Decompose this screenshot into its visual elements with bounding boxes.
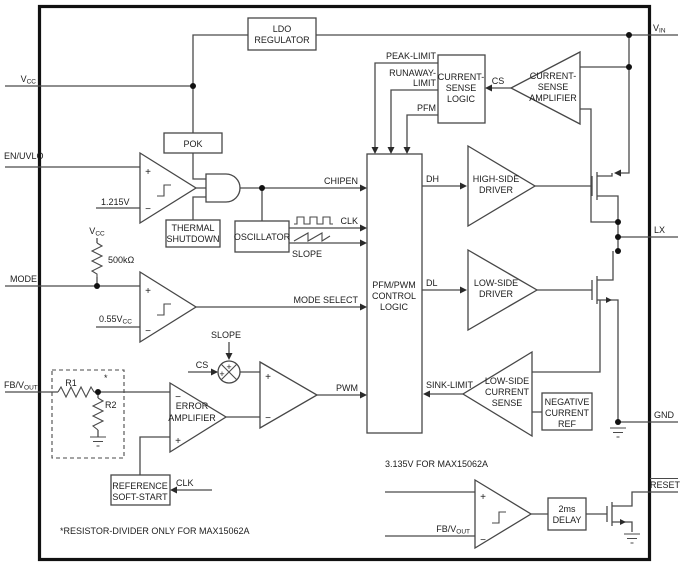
pin-label-lx: LX [654,225,666,235]
wire-vcc [5,35,248,133]
reference-soft-start-label: SOFT-START [112,492,168,502]
waveforms [294,217,333,241]
resistor-500k [92,243,102,277]
asterisk-mark: * [104,373,108,383]
plus-mark: + [219,369,225,379]
thermal-shutdown-label: THERMAL [171,223,215,233]
minus-mark: − [480,535,486,546]
wire-hs-fet-leads [597,173,618,251]
signal-cs-summer: CS [195,360,209,370]
error-amplifier-label: ERROR [175,401,209,411]
control-logic-label: CONTROL [371,291,417,301]
signal-cs: CS [491,76,505,86]
oscillator-label: OSCILLATOR [233,232,291,242]
delay-2ms-block [548,498,586,530]
value-mode-pullup: 500kΩ [108,255,135,265]
value-mode-threshold: 0.55VCC [99,314,132,326]
cs-amp-label: CURRENT- [529,71,577,81]
cs-logic-label: LOGIC [446,94,476,104]
wire-csamp-in-bot [580,109,618,222]
signal-chipen: CHIPEN [323,176,358,186]
cs-logic-label: SENSE [445,83,477,93]
pin-label-gnd: GND [654,410,674,420]
plus-mark: + [145,167,151,178]
ldo-label: REGULATOR [254,35,310,45]
plus-mark: + [265,372,271,383]
value-r1: R1 [65,378,77,388]
pin-label-mode: MODE [10,274,37,284]
high-side-driver-label: DRIVER [478,185,514,195]
signal-dh: DH [426,174,439,184]
ls-current-sense-label: SENSE [491,398,523,408]
value-en-threshold: 1.215V [101,197,130,207]
minus-mark: − [175,392,181,403]
ldo-regulator-block [248,18,316,50]
signal-pfm: PFM [417,103,436,113]
wire-reset-fet [612,492,678,532]
pin-label-vcc: VCC [20,74,36,86]
high-side-driver-label: HIGH-SIDE [472,174,520,184]
plus-mark: + [480,492,486,503]
sawtooth-waveform-icon [294,233,330,241]
pin-label-en-uvlo: EN/UVLO [4,151,44,161]
cs-amp-label: AMPLIFIER [529,93,577,103]
low-side-driver-label: DRIVER [478,289,514,299]
signal-pwm: PWM [336,383,358,393]
negative-current-ref-label: NEGATIVE [544,397,590,407]
pin-label-reset: RESET [650,480,680,490]
resistor-r1 [58,387,94,397]
plus-mark: + [226,362,232,372]
cs-amp-label: SENSE [537,82,569,92]
pin-label-fb-vout: FB/VOUT [4,380,38,392]
signal-clk-ref: CLK [176,478,194,488]
pin-label-vin: VIN [653,23,666,35]
wire-vin-branch [616,35,629,173]
resistor-r2 [93,398,103,430]
mosfets [592,172,612,526]
ls-current-sense-label: LOW-SIDE [484,376,530,386]
negative-current-ref-label: REF [558,419,576,429]
signal-sink-limit: SINK-LIMIT [426,380,474,390]
high-side-mosfet [592,172,597,200]
signal-runaway-limit: RUNAWAY- [389,68,436,78]
wire-and-inputs [193,153,206,220]
minus-mark: − [145,204,151,215]
signal-slope: SLOPE [292,249,323,259]
low-side-driver-label: LOW-SIDE [473,278,519,288]
low-side-mosfet [592,276,597,304]
minus-mark: − [265,413,271,424]
clock-waveform-icon [294,217,333,224]
value-mode-pullup-rail: VCC [89,226,105,238]
reset-mosfet [607,502,612,526]
and-gate [206,174,240,202]
error-amplifier-label: AMPLIFIER [168,413,216,423]
signal-runaway-limit: LIMIT [412,78,436,88]
thermal-shutdown-label: SHUTDOWN [166,234,220,244]
negative-current-ref-label: CURRENT [545,408,589,418]
note-reset-threshold: 3.135V FOR MAX15062A [385,459,489,469]
pok-label: POK [183,139,203,149]
minus-mark: − [145,326,151,337]
wire-fb [5,392,170,437]
ls-current-sense-label: CURRENT [485,387,529,397]
value-r2: R2 [105,400,117,410]
ldo-label: LDO [272,24,292,34]
plus-mark: + [145,286,151,297]
reference-soft-start-label: REFERENCE [112,481,168,491]
signal-mode-select: MODE SELECT [293,295,358,305]
resistors [58,243,103,430]
signal-dl: DL [426,278,438,288]
cs-logic-label: CURRENT- [437,72,485,82]
resistor-divider-dashed-box [52,370,124,458]
plus-mark: + [175,436,181,447]
control-logic-label: LOGIC [379,302,409,312]
control-logic-label: PFM/PWM [372,280,416,290]
signal-slope-summer: SLOPE [210,330,242,340]
signal-clk: CLK [340,216,358,226]
signal-peak-limit: PEAK-LIMIT [385,51,436,61]
note-resistor-divider: *RESISTOR-DIVIDER ONLY FOR MAX15062A [60,526,250,536]
delay-2ms-label: DELAY [552,515,582,525]
signal-fb-vout-cmp: FB/VOUT [436,524,470,536]
delay-2ms-label: 2ms [558,504,576,514]
